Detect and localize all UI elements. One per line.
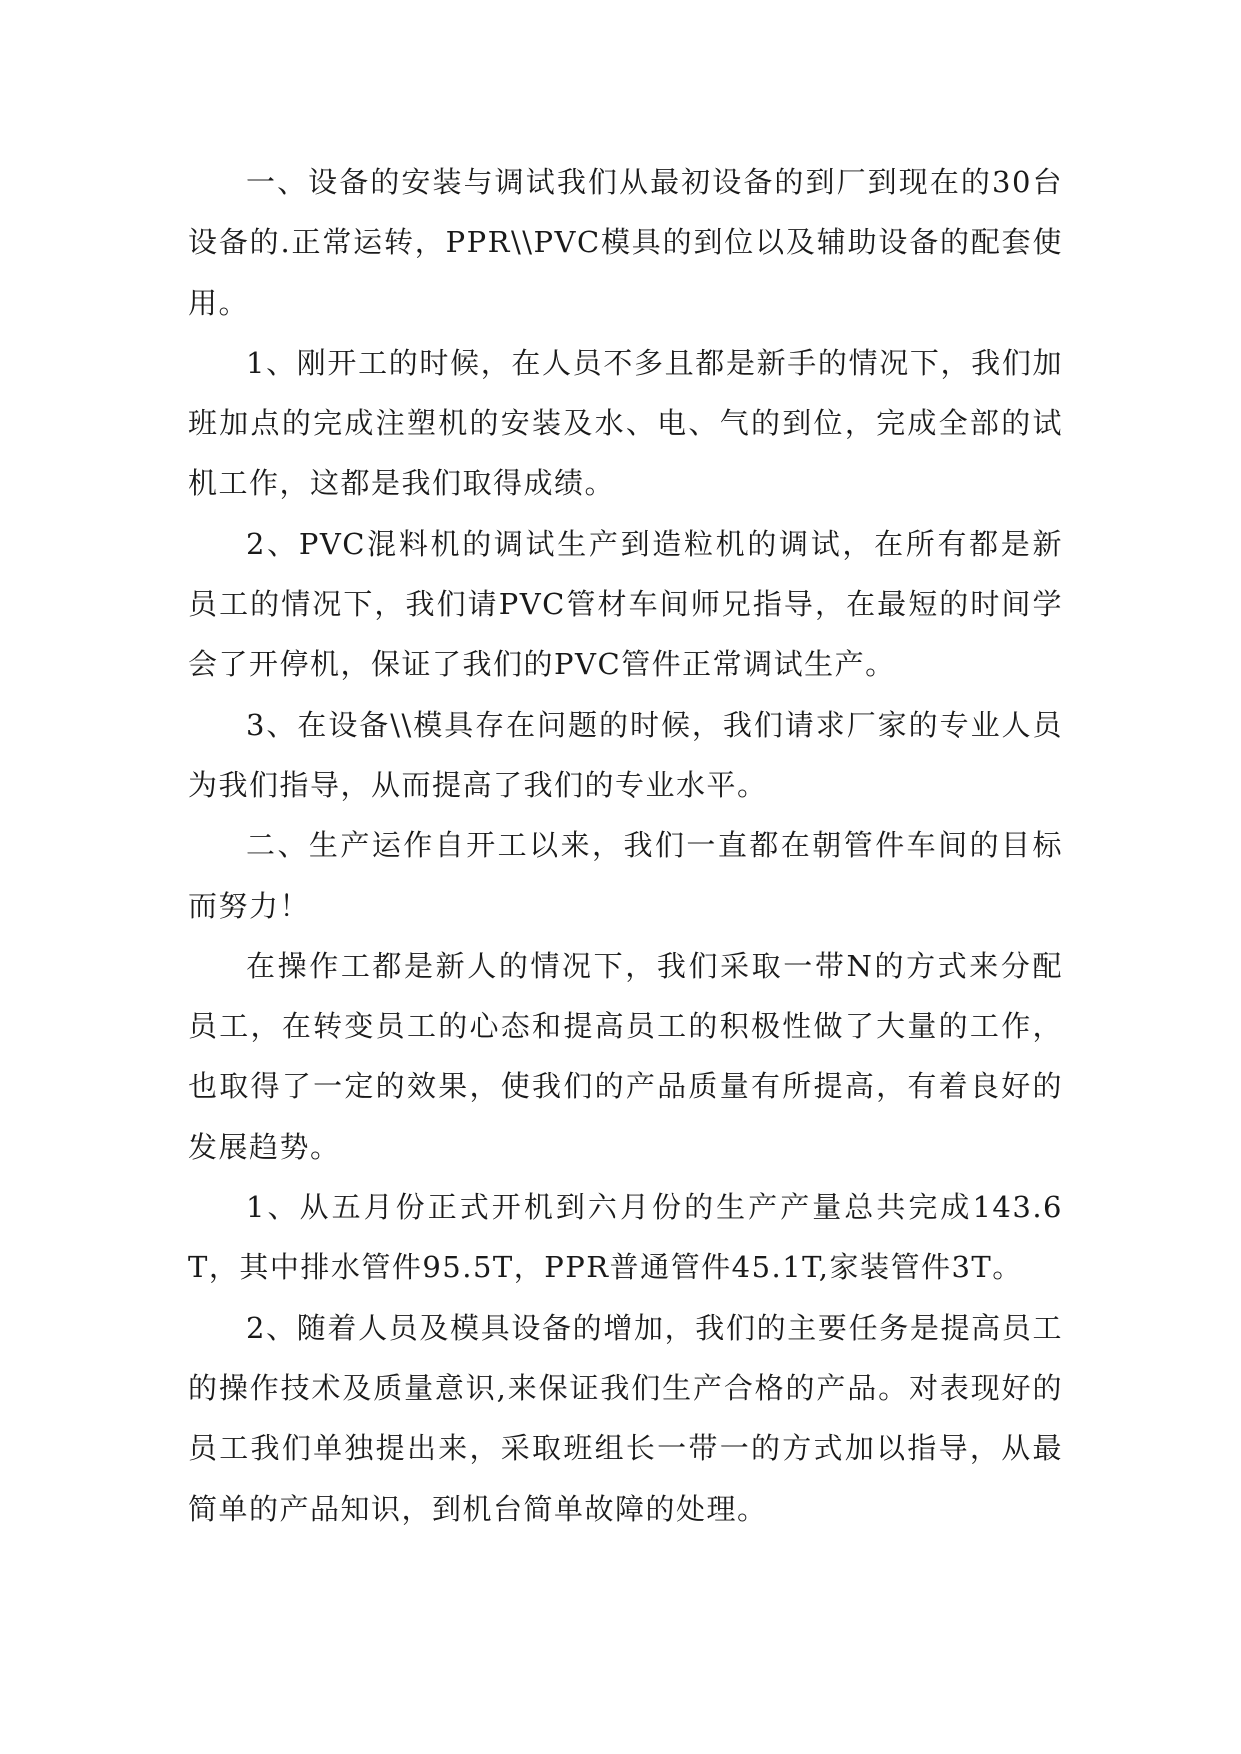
paragraph-main-tasks: 2、随着人员及模具设备的增加，我们的主要任务是提高员工的操作技术及质量意识,来保证我们生产合格的产品。对表现好的员工我们单独提出来，采取班组长一带一的方式加以指导，从最简单的产品知识，到机台简单故障的处理。	[188, 1310, 1063, 1526]
paragraph-section-one-equipment: 一、设备的安装与调试我们从最初设备的到厂到现在的30台设备的.正常运转，PPR\\PVC模具的到位以及辅助设备的配套使用。	[188, 165, 1063, 320]
paragraph-staff-training: 在操作工都是新人的情况下，我们采取一带N的方式来分配员工，在转变员工的心态和提高员工的积极性做了大量的工作，也取得了一定的效果，使我们的产品质量有所提高，有着良好的发展趋势。	[188, 948, 1063, 1164]
paragraph-item-1-installation: 1、刚开工的时候，在人员不多且都是新手的情况下，我们加班加点的完成注塑机的安装及水、电、气的到位，完成全部的试机工作，这都是我们取得成绩。	[188, 345, 1063, 501]
paragraph-production-output: 1、从五月份正式开机到六月份的生产产量总共完成143.6T，其中排水管件95.5T，PPR普通管件45.1T,家装管件3T。	[188, 1190, 1063, 1285]
document-body	[188, 152, 1063, 1539]
paragraph-item-3-vendor-support: 3、在设备\\模具存在问题的时候，我们请求厂家的专业人员为我们指导，从而提高了我们的专业水平。	[188, 707, 1063, 802]
paragraph-section-two-production: 二、生产运作自开工以来，我们一直都在朝管件车间的目标而努力！	[188, 828, 1063, 923]
paragraph-item-2-pvc-mixer: 2、PVC混料机的调试生产到造粒机的调试，在所有都是新员工的情况下，我们请PVC管材车间师兄指导，在最短的时间学会了开停机，保证了我们的PVC管件正常调试生产。	[188, 526, 1063, 682]
